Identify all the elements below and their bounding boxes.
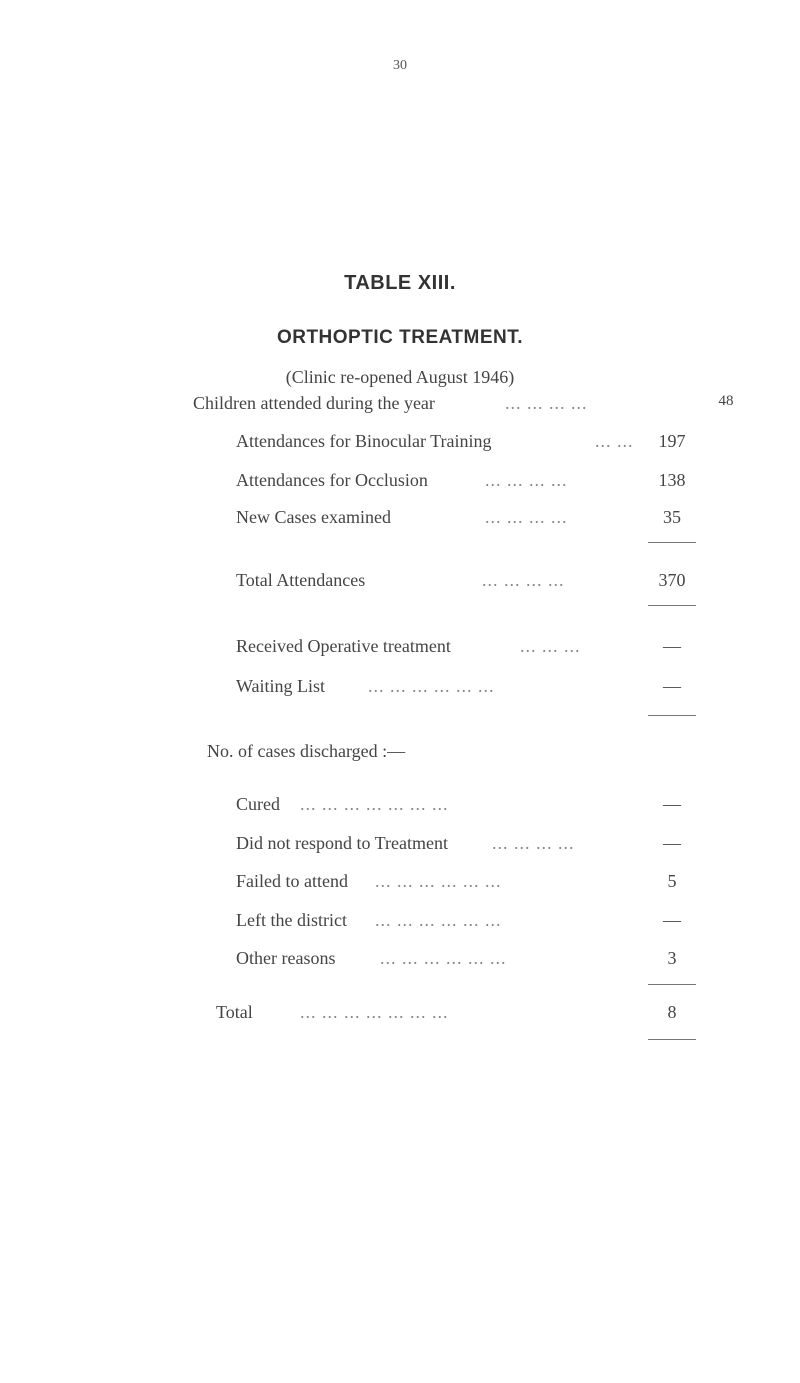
new-cases-label: New Cases examined xyxy=(236,507,391,527)
operative-row xyxy=(0,636,800,662)
cured-value: — xyxy=(663,794,681,814)
children-attended-value: 48 xyxy=(718,393,734,409)
total-attendances-value: 370 xyxy=(658,570,686,590)
subtotal-rule xyxy=(648,542,696,543)
no-response-row xyxy=(0,833,800,859)
left-district-label: Left the district xyxy=(236,910,347,930)
leader-dots: ... ... ... ... ... ... xyxy=(368,676,495,696)
other-reasons-row xyxy=(0,948,800,974)
failed-value: 5 xyxy=(667,871,677,891)
left-district-value: — xyxy=(663,910,681,930)
leader-dots: ... ... ... ... xyxy=(485,507,568,527)
waiting-row xyxy=(0,676,800,702)
leader-dots: ... ... ... ... xyxy=(505,393,588,413)
occlusion-value: 138 xyxy=(658,470,686,490)
page-number: 30 xyxy=(393,58,407,73)
total-attendances-row xyxy=(0,570,800,596)
occlusion-label: Attendances for Occlusion xyxy=(236,470,428,490)
discharged-total-value: 8 xyxy=(667,1002,677,1022)
leader-dots: ... ... ... ... ... ... ... xyxy=(300,794,449,814)
binocular-row xyxy=(0,431,800,457)
leader-dots: ... ... ... ... xyxy=(482,570,565,590)
children-attended-row xyxy=(0,393,800,419)
failed-label: Failed to attend xyxy=(236,871,348,891)
leader-dots: ... ... ... ... xyxy=(485,470,568,490)
leader-dots: ... ... ... ... xyxy=(492,833,575,853)
leader-dots: ... ... ... ... ... ... xyxy=(375,910,502,930)
children-attended-label: Children attended during the year xyxy=(193,393,435,413)
cured-row xyxy=(0,794,800,820)
failed-row xyxy=(0,871,800,897)
cured-label: Cured xyxy=(236,794,280,814)
discharged-total-row xyxy=(0,1002,800,1028)
section-title: ORTHOPTIC TREATMENT. xyxy=(276,327,524,348)
no-response-value: — xyxy=(663,833,681,853)
binocular-label: Attendances for Binocular Training xyxy=(236,431,492,451)
discharged-total-label: Total xyxy=(216,1002,253,1022)
discharged-heading-row xyxy=(0,741,800,767)
operative-label: Received Operative treatment xyxy=(236,636,451,656)
binocular-value: 197 xyxy=(658,431,686,451)
waiting-value: — xyxy=(663,676,681,696)
leader-dots: ... ... ... xyxy=(520,636,581,656)
other-reasons-value: 3 xyxy=(667,948,677,968)
discharged-total-rule xyxy=(648,1039,696,1040)
new-cases-value: 35 xyxy=(663,507,681,527)
total-attendances-label: Total Attendances xyxy=(236,570,366,590)
leader-dots: ... ... ... ... ... ... xyxy=(380,948,507,968)
leader-dots: ... ... ... ... ... ... ... xyxy=(300,1002,449,1022)
occlusion-row xyxy=(0,470,800,496)
subtitle: (Clinic re-opened August 1946) xyxy=(285,367,515,387)
total-rule xyxy=(648,605,696,606)
waiting-label: Waiting List xyxy=(236,676,326,696)
discharged-heading: No. of cases discharged :— xyxy=(207,741,406,761)
operative-value: — xyxy=(663,636,681,656)
section-rule xyxy=(648,715,696,716)
new-cases-row xyxy=(0,507,800,533)
table-title: TABLE XIII. xyxy=(344,272,456,294)
discharged-subtotal-rule xyxy=(648,984,696,985)
no-response-label: Did not respond to Treatment xyxy=(236,833,448,853)
other-reasons-label: Other reasons xyxy=(236,948,336,968)
leader-dots: ... ... ... ... ... ... xyxy=(375,871,502,891)
left-district-row xyxy=(0,910,800,936)
leader-dots: ... ... xyxy=(595,431,634,451)
